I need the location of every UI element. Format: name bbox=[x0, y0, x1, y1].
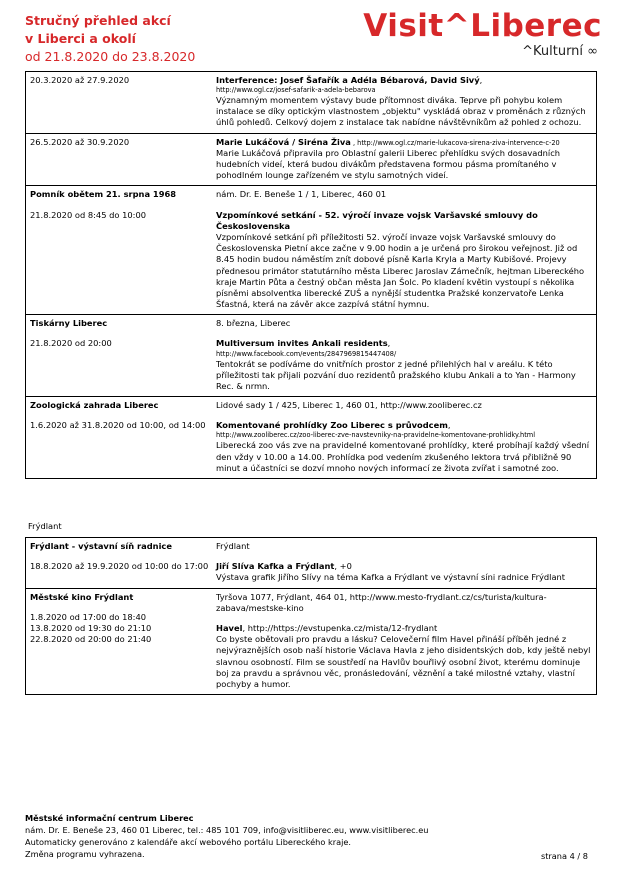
visit-liberec-logo bbox=[363, 8, 602, 60]
event-url[interactable]: http://www.ogl.cz/josef-safarik-a-adela-bebarova bbox=[216, 86, 376, 95]
event-title[interactable]: Interference: Josef Šafařík a Adéla Bébarová, David Sivý bbox=[216, 75, 480, 85]
event-date: 22.8.2020 od 20:00 do 21:40 bbox=[30, 634, 152, 645]
section-label-frydlant: Frýdlant bbox=[28, 521, 62, 531]
event-date: 20.3.2020 až 27.9.2020 bbox=[30, 75, 130, 85]
event-date: 1.6.2020 až 31.8.2020 od 10:00, od 14:00 bbox=[30, 420, 206, 431]
venue-name: Městské kino Frýdlant bbox=[30, 591, 134, 602]
event-row bbox=[26, 133, 596, 186]
venue-address: Frýdlant bbox=[216, 541, 250, 551]
heading-line1: Stručný přehled akcí bbox=[25, 13, 171, 28]
venue-address: Lidové sady 1 / 425, Liberec 1, 460 01, http://www.zooliberec.cz bbox=[216, 400, 482, 411]
page-number: strana 4 / 8 bbox=[540, 851, 588, 861]
event-date: 21.8.2020 od 8:45 do 10:00 bbox=[30, 209, 147, 220]
event-description: Významným momentem výstavy bude přítomnost diváka. Teprve při pohybu kolem instalace se díky optickým vlastnostem „objektu" vyskládá obraz v proměnách z různých úhlů pohledů. Celkový dojem z instalace tak nabídne návštěvníkům až pohled z ochozu. bbox=[216, 95, 586, 128]
venue-name: Frýdlant - výstavní síň radnice bbox=[30, 541, 172, 551]
page-heading bbox=[25, 12, 195, 66]
title-suffix: , +0 bbox=[334, 561, 352, 572]
title-suffix: , bbox=[479, 75, 483, 85]
page-footer bbox=[25, 812, 597, 860]
venue-name: Pomník obětem 21. srpna 1968 bbox=[30, 189, 177, 200]
event-description: Co byste obětovali pro pravdu a lásku? Celovečerní film Havel přináší příběh jedné z nejvýraznějších osob naší historie Václava Havla z jeho disidentských dob, kdy ještě nebyl slavnou osobností. Film se soustředí na Havlův bouřlivý osobní život, kterému dominuje boj za pravdu a správnou věc, pronásledování, věznění a také milostné vztahy, vlastní pochyby a humor. bbox=[216, 634, 591, 689]
event-title[interactable]: Marie Lukáčová / Siréna Živa bbox=[216, 136, 351, 147]
venue-name: Zoologická zahrada Liberec bbox=[30, 400, 159, 411]
heading-line2: v Liberci a okolí bbox=[25, 31, 136, 46]
date-range: od 21.8.2020 do 23.8.2020 bbox=[25, 49, 196, 64]
event-url[interactable]: http://www.zooliberec.cz/zoo-liberec-zve-navstevniky-na-pravidelne-komentovane-prohlidky.html bbox=[216, 431, 536, 440]
event-description: Liberecká zoo vás zve na pravidelné komentované prohlídky, které probíhají každý všední den vždy v 10.00 a 14.00. Prohlídka pod vedením zkušeného lektora trvá přibližně 90 minut a účastníci se dozví mnoho nových informací ze života zvířat i samotné zoo. bbox=[216, 440, 590, 473]
event-date: 21.8.2020 od 20:00 bbox=[30, 338, 112, 349]
venue-address: Tyršova 1077, Frýdlant, 464 01, http://www.mesto-frydlant.cz/cs/turista/kultura-zabava/mestske-kino bbox=[216, 591, 547, 613]
event-title[interactable]: Komentované prohlídky Zoo Liberec s průvodcem bbox=[216, 420, 448, 431]
event-date: 13.8.2020 od 19:30 do 21:10 bbox=[30, 622, 152, 633]
venue-block bbox=[26, 185, 596, 314]
venue-block: Tiskárny Liberec 21.8.2020 od 20:00 8. března, Liberec Multiversum invites Ankali residents, http://www.facebook.com/events/2847969815447408/ Tentokrát se podíváme do vnitřních prostor z jedné přilehlých hal v areálu. K této příležitosti tak přijali pozvání duo rezidentů pražského klubu Ankali a to Yan - Harmony Rec. & nrmn. bbox=[26, 314, 596, 396]
venue-address: nám. Dr. E. Beneše 1 / 1, Liberec, 460 01 bbox=[216, 189, 387, 200]
event-url[interactable]: http://www.facebook.com/events/2847969815447408/ bbox=[216, 349, 397, 358]
venue-block bbox=[26, 538, 596, 588]
events-table-frydlant bbox=[25, 537, 597, 695]
footer-org: Městské informační centrum Liberec bbox=[25, 813, 194, 823]
event-row bbox=[26, 72, 596, 133]
event-url[interactable]: , http://www.ogl.cz/marie-lukacova-sirena-ziva-intervence-c-20 bbox=[350, 138, 560, 147]
venue-address: 8. března, Liberec bbox=[216, 318, 291, 329]
footer-note: Automaticky generováno z kalendáře akcí webového portálu Libereckého kraje. bbox=[25, 837, 352, 847]
event-description: Tentokrát se podíváme do vnitřních prostor z jedné přilehlých hal v areálu. K této příležitosti tak přijali pozvání duo rezidentů pražského klubu Ankali a to Yan - Harmony Rec. & nrmn. bbox=[216, 358, 576, 391]
events-table-liberec bbox=[25, 71, 597, 479]
event-description: Výstava grafik Jiřího Slívy na téma Kafka a Frýdlant ve výstavní síni radnice Frýdlant bbox=[216, 572, 566, 583]
event-description: Marie Lukáčová připravila pro Oblastní galerii Liberec přehlídku svých dosavadních hudebních videí, která budou divákům představena formou pásma promítaného v pohodlném lounge zařízeném ve stylu samotných videí. bbox=[216, 147, 561, 181]
event-date: 1.8.2020 od 17:00 do 18:40 bbox=[30, 611, 147, 622]
footer-contact: nám. Dr. E. Beneše 23, 460 01 Liberec, tel.: 485 101 709, info@visitliberec.eu, www.visitliberec.eu bbox=[25, 825, 429, 835]
venue-block bbox=[26, 588, 596, 695]
event-date: 26.5.2020 až 30.9.2020 bbox=[30, 136, 130, 147]
venue-block: Zoologická zahrada Liberec 1.6.2020 až 31.8.2020 od 10:00, od 14:00 Lidové sady 1 / 425, Liberec 1, 460 01, http://www.zooliberec.cz Komentované prohlídky Zoo Liberec s průvodcem, http://www.zooliberec.cz/zoo-liberec-zve-navstevniky-na-pravidelne-komentovane-prohlidky.html Liberecká zoo vás zve na pravidelné komentované prohlídky, které probíhají každý všední den vždy v 10.00 a 14.00. Prohlídka pod vedením zkušeného lektora trvá přibližně 90 minut a účastníci se dozví mnoho nových informací ze života zvířat i samotné zoo. bbox=[26, 396, 596, 478]
logo-wordmark: Visit^Liberec bbox=[363, 8, 602, 44]
event-title[interactable]: Jiří Slíva Kafka a Frýdlant bbox=[216, 561, 335, 572]
title-suffix[interactable]: , http://https://evstupenka.cz/mista/12-frydlant bbox=[242, 622, 438, 633]
venue-name: Tiskárny Liberec bbox=[30, 318, 108, 329]
event-title[interactable]: Havel bbox=[216, 622, 243, 633]
event-title[interactable]: Multiversum invites Ankali residents bbox=[216, 338, 388, 349]
event-date: 18.8.2020 až 19.9.2020 od 10:00 do 17:00 bbox=[30, 561, 209, 572]
logo-tagline: ^Kulturní ∞ bbox=[522, 44, 598, 59]
footer-note: Změna programu vyhrazena. bbox=[25, 849, 145, 859]
event-description: Vzpomínkové setkání při příležitosti 52. výročí invaze vojsk Varšavské smlouvy do Československa Pietní akce začne v 9.00 hodin a je určená pro širokou veřejnost. Již od 8.45 hodin budou náměstím znít dobové písně Karla Kryla a Marty Kubišové. Projevy přednesou primátor statutárního města Liberec Jaroslav Zámečník, hejtman Libereckého kraje Martin Půta a čestný občan města Jan Šolc. Po kladení květin vystoupí s několika písněmi absolventka liberecké ZUŠ a nynější studentka Pražské konzervatoře Lenka Šťastná, která na závěr akce zazpívá státní hymnu. bbox=[216, 231, 585, 310]
event-title[interactable]: Vzpomínkové setkání - 52. výročí invaze vojsk Varšavské smlouvy do Československa bbox=[216, 209, 538, 231]
